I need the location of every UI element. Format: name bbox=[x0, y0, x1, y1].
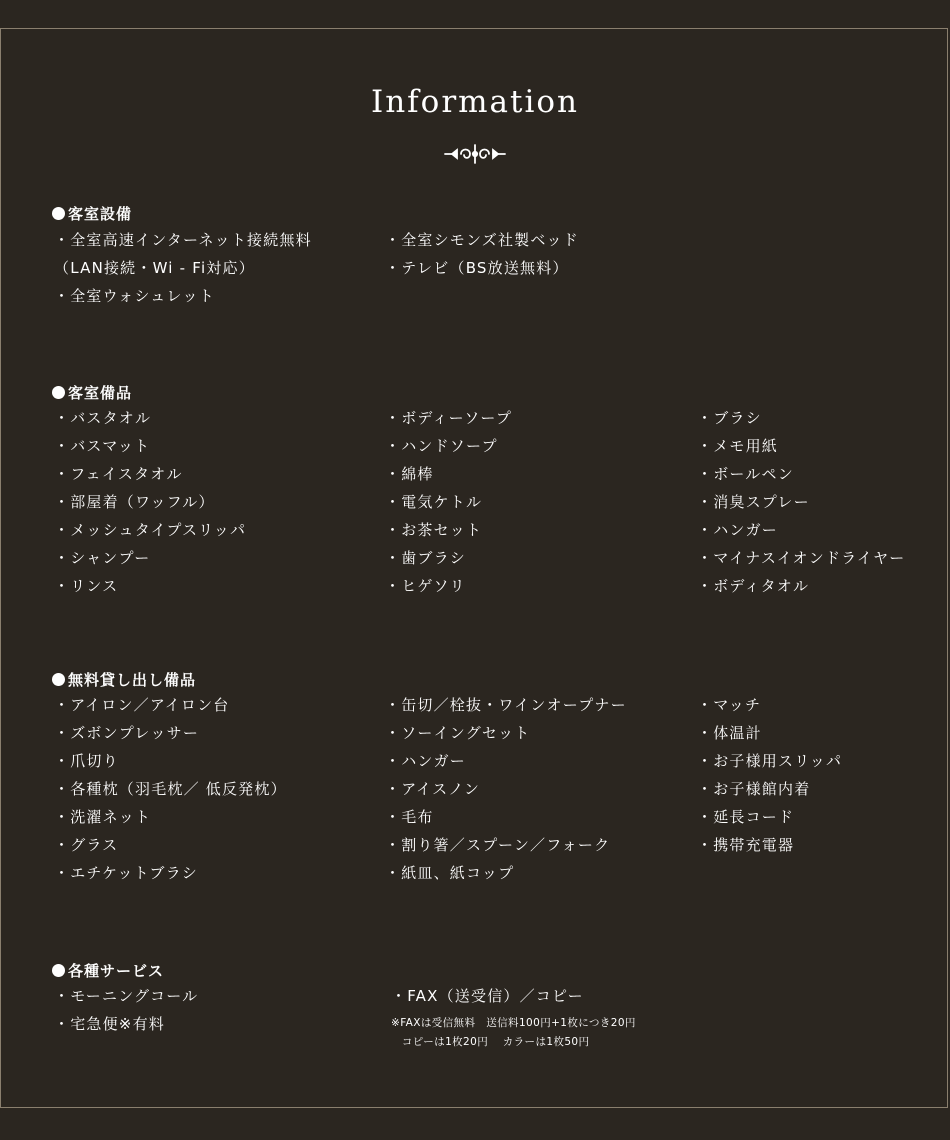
section-heading-services: 各種サービス bbox=[52, 960, 164, 981]
list-item: ・ズボンプレッサー bbox=[54, 724, 200, 742]
rentals-col1 bbox=[54, 691, 287, 887]
list-item: ・モーニングコール bbox=[54, 987, 199, 1005]
bullet-dot-icon bbox=[52, 386, 65, 399]
list-item: ・アイスノン bbox=[385, 780, 481, 798]
list-item: ・マイナスイオンドライヤー bbox=[697, 549, 906, 567]
section-heading-rentals: 無料貸し出し備品 bbox=[52, 669, 196, 690]
list-item: ・ボディーソープ bbox=[385, 409, 513, 427]
services-col2 bbox=[391, 982, 584, 1010]
list-item: ・ハンガー bbox=[385, 752, 467, 770]
list-item: ・ハンドソープ bbox=[385, 437, 498, 455]
list-item: ・ハンガー bbox=[697, 521, 779, 539]
list-item: ・洗濯ネット bbox=[54, 808, 152, 826]
section-heading-amenities: 客室備品 bbox=[52, 382, 132, 403]
list-item: ・爪切り bbox=[54, 752, 119, 770]
list-item: ・ソーイングセット bbox=[385, 724, 531, 742]
list-item: ・バスマット bbox=[54, 437, 151, 455]
list-item: ・リンス bbox=[54, 577, 119, 595]
list-item: ・アイロン／アイロン台 bbox=[54, 696, 230, 714]
ornament-divider-icon bbox=[443, 144, 507, 164]
list-item: ・各種枕（羽毛枕／ 低反発枕） bbox=[54, 780, 287, 798]
bullet-dot-icon bbox=[52, 673, 65, 686]
list-item: ・毛布 bbox=[385, 808, 434, 826]
list-item: ・部屋着（ワッフル） bbox=[54, 493, 215, 511]
section-heading-room-facilities: 客室設備 bbox=[52, 203, 132, 224]
list-item: ・全室高速インターネット接続無料 bbox=[54, 231, 312, 249]
list-item: ・お茶セット bbox=[385, 521, 483, 539]
amenities-col3 bbox=[697, 404, 906, 600]
list-item: （LAN接続・Wi - Fi対応） bbox=[54, 259, 255, 277]
list-item: ・グラス bbox=[54, 836, 119, 854]
list-item: ・フェイスタオル bbox=[54, 465, 183, 483]
list-item: ・全室ウォシュレット bbox=[54, 287, 215, 305]
list-item: ・歯ブラシ bbox=[385, 549, 467, 567]
fax-notes bbox=[391, 1014, 636, 1052]
list-item: ・マッチ bbox=[697, 696, 762, 714]
list-item: ・ブラシ bbox=[697, 409, 762, 427]
list-item: ・ボールペン bbox=[697, 465, 794, 483]
list-item: ・お子様館内着 bbox=[697, 780, 811, 798]
bullet-dot-icon bbox=[52, 207, 65, 220]
list-item: ・体温計 bbox=[697, 724, 762, 742]
amenities-col1 bbox=[54, 404, 246, 600]
list-item: ・缶切／栓抜・ワインオープナー bbox=[385, 696, 627, 714]
services-col1 bbox=[54, 982, 198, 1038]
page-title: Information bbox=[370, 84, 580, 120]
list-item: ・エチケットブラシ bbox=[54, 864, 199, 882]
list-item: ・メモ用紙 bbox=[697, 437, 779, 455]
list-item: ・メッシュタイプスリッパ bbox=[54, 521, 247, 539]
fax-note-line: ※FAXは受信無料 送信料100円+1枚につき20円 bbox=[391, 1017, 636, 1029]
list-item: ・FAX（送受信）／コピー bbox=[391, 987, 584, 1005]
list-item: ・シャンプー bbox=[54, 549, 151, 567]
list-item: ・電気ケトル bbox=[385, 493, 483, 511]
list-item: ・紙皿、紙コップ bbox=[385, 864, 515, 882]
rentals-col2 bbox=[385, 691, 627, 887]
rentals-col3 bbox=[697, 691, 842, 859]
room-facilities-col2 bbox=[385, 226, 579, 282]
room-facilities-col1 bbox=[54, 226, 312, 310]
list-item: ・消臭スプレー bbox=[697, 493, 810, 511]
list-item: ・携帯充電器 bbox=[697, 836, 795, 854]
list-item: ・ヒゲソリ bbox=[385, 577, 466, 595]
list-item: ・ボディタオル bbox=[697, 577, 810, 595]
list-item: ・宅急便※有料 bbox=[54, 1015, 165, 1033]
list-item: ・お子様用スリッパ bbox=[697, 752, 843, 770]
list-item: ・綿棒 bbox=[385, 465, 434, 483]
bullet-dot-icon bbox=[52, 964, 65, 977]
list-item: ・延長コード bbox=[697, 808, 795, 826]
list-item: ・バスタオル bbox=[54, 409, 152, 427]
fax-note-line: コピーは1枚20円 カラーは1枚50円 bbox=[391, 1036, 590, 1048]
amenities-col2 bbox=[385, 404, 512, 600]
list-item: ・全室シモンズ社製ベッド bbox=[385, 231, 579, 249]
list-item: ・テレビ（BS放送無料） bbox=[385, 259, 569, 277]
list-item: ・割り箸／スプーン／フォーク bbox=[385, 836, 611, 854]
